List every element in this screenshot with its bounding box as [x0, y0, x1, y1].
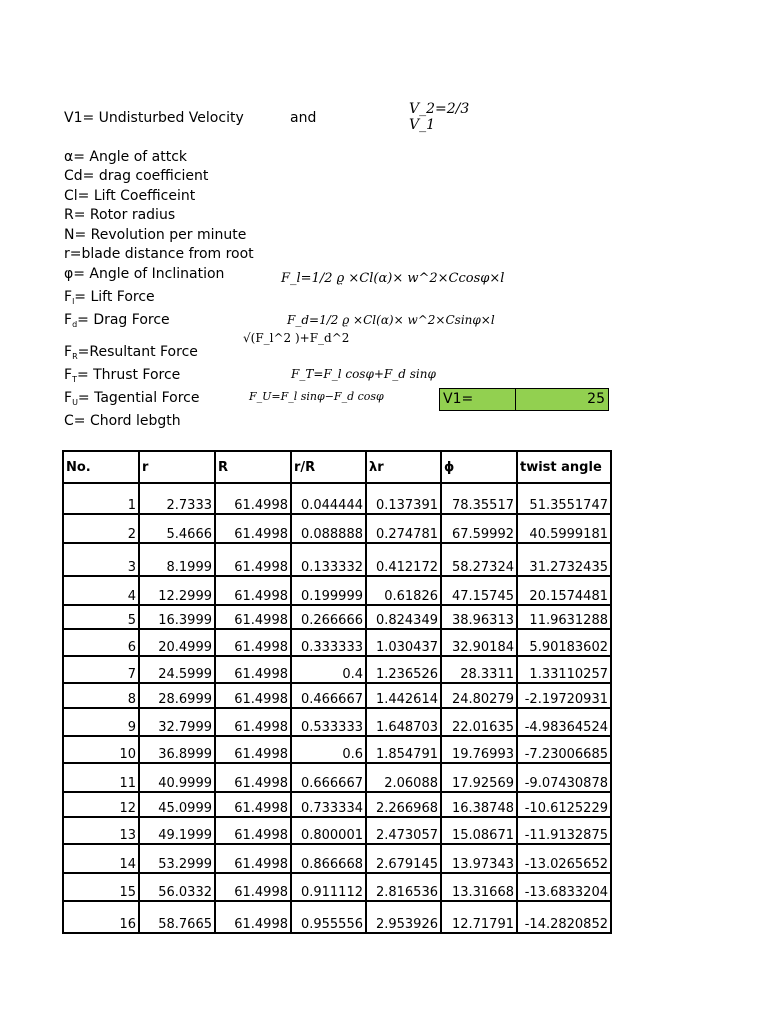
def-tangential-force: $F_U=$ Tagential Force [64, 390, 200, 407]
def-rpm: N= Revolution per minute [64, 227, 247, 243]
table-cell: -7.23006685 [517, 736, 611, 763]
table-cell: 0.088888 [291, 514, 366, 543]
def-chord-length: C= Chord lebgth [64, 413, 181, 429]
table-cell: 61.4998 [215, 792, 291, 817]
table-row [63, 873, 611, 901]
table-cell: 61.4998 [215, 543, 291, 576]
table-cell: 32.7999 [139, 708, 215, 736]
table-cell: 36.8999 [139, 736, 215, 763]
table-cell: -4.98364524 [517, 708, 611, 736]
table-cell: 0.6 [291, 736, 366, 763]
table-cell: 0.4 [291, 656, 366, 683]
table-cell: 6 [63, 629, 139, 656]
table-cell: 1.854791 [366, 736, 441, 763]
table-cell: 61.4998 [215, 605, 291, 629]
table-cell: 49.1999 [139, 817, 215, 844]
table-cell: 45.0999 [139, 792, 215, 817]
col-header-twist-angle: twist angle [517, 451, 611, 483]
table-row [63, 656, 611, 683]
table-cell: 61.4998 [215, 629, 291, 656]
table-cell: 24.5999 [139, 656, 215, 683]
table-cell: 12 [63, 792, 139, 817]
table-cell: 0.824349 [366, 605, 441, 629]
v1-label-cell: V1= [440, 389, 516, 410]
table-cell: 56.0332 [139, 873, 215, 901]
table-cell: 61.4998 [215, 763, 291, 792]
resultant-force-equation: √(F_l^2 )+F_d^2 [243, 331, 350, 345]
table-cell: 61.4998 [215, 683, 291, 708]
table-cell: 28.3311 [441, 656, 517, 683]
table-row [63, 901, 611, 933]
table-cell: 15.08671 [441, 817, 517, 844]
table-cell: 19.76993 [441, 736, 517, 763]
and-text: and [290, 110, 317, 126]
table-cell: 0.800001 [291, 817, 366, 844]
table-cell: 1.648703 [366, 708, 441, 736]
table-cell: 2.7333 [139, 483, 215, 514]
table-cell: 61.4998 [215, 817, 291, 844]
table-cell: 61.4998 [215, 708, 291, 736]
table-cell: 0.333333 [291, 629, 366, 656]
table-cell: 14 [63, 844, 139, 873]
table-cell: 0.274781 [366, 514, 441, 543]
table-row [63, 629, 611, 656]
table-cell: -13.6833204 [517, 873, 611, 901]
table-cell: 61.4998 [215, 656, 291, 683]
table-cell: 2.06088 [366, 763, 441, 792]
def-blade-distance: r=blade distance from root [64, 246, 254, 262]
results-table [62, 450, 612, 934]
table-cell: -10.6125229 [517, 792, 611, 817]
table-cell: 1.33110257 [517, 656, 611, 683]
table-cell: 2 [63, 514, 139, 543]
table-cell: 12.2999 [139, 576, 215, 605]
v1-value-cell: 25 [516, 389, 608, 410]
table-cell: 1.442614 [366, 683, 441, 708]
table-cell: -2.19720931 [517, 683, 611, 708]
def-lift-force: $F_l=$ Lift Force [64, 289, 155, 306]
table-row [63, 543, 611, 576]
table-cell: 1 [63, 483, 139, 514]
table-row [63, 576, 611, 605]
def-rotor-radius: R= Rotor radius [64, 207, 176, 223]
table-row [63, 483, 611, 514]
table-cell: 13.97343 [441, 844, 517, 873]
table-cell: 5.4666 [139, 514, 215, 543]
table-cell: 40.9999 [139, 763, 215, 792]
table-cell: 61.4998 [215, 901, 291, 933]
table-cell: 0.466667 [291, 683, 366, 708]
table-header-row [63, 451, 611, 483]
table-cell: 2.816536 [366, 873, 441, 901]
table-cell: 0.911112 [291, 873, 366, 901]
table-cell: 11 [63, 763, 139, 792]
def-cl: Cl= Lift Coefficeint [64, 188, 196, 204]
table-cell: 20.1574481 [517, 576, 611, 605]
table-cell: 0.955556 [291, 901, 366, 933]
table-cell: 0.666667 [291, 763, 366, 792]
table-cell: 0.266666 [291, 605, 366, 629]
velocity-ratio [409, 101, 469, 133]
velocity-ratio-denominator: V_1 [409, 117, 436, 133]
table-cell: -14.2820852 [517, 901, 611, 933]
def-alpha: α= Angle of attck [64, 149, 188, 165]
table-cell: 16.3999 [139, 605, 215, 629]
table-row [63, 683, 611, 708]
table-cell: 16.38748 [441, 792, 517, 817]
table-row [63, 605, 611, 629]
table-cell: 13.31668 [441, 873, 517, 901]
table-cell: 7 [63, 656, 139, 683]
table-cell: 8 [63, 683, 139, 708]
table-cell: 2.679145 [366, 844, 441, 873]
table-cell: 0.044444 [291, 483, 366, 514]
table-row [63, 736, 611, 763]
table-cell: 0.61826 [366, 576, 441, 605]
v1-definition: V1= Undisturbed Velocity [64, 110, 244, 126]
table-cell: 51.3551747 [517, 483, 611, 514]
table-cell: 61.4998 [215, 483, 291, 514]
table-cell: 0.866668 [291, 844, 366, 873]
table-row [63, 763, 611, 792]
table-cell: 61.4998 [215, 576, 291, 605]
tangential-force-equation: F_U=F_l sinφ−F_d cosφ [249, 390, 384, 403]
table-cell: -9.07430878 [517, 763, 611, 792]
def-phi: φ= Angle of Inclination [64, 266, 225, 282]
table-cell: 13 [63, 817, 139, 844]
table-cell: 61.4998 [215, 736, 291, 763]
table-cell: 20.4999 [139, 629, 215, 656]
table-cell: 9 [63, 708, 139, 736]
def-thrust-force: $F_T=$ Thrust Force [64, 367, 181, 384]
table-cell: -13.0265652 [517, 844, 611, 873]
table-row [63, 514, 611, 543]
col-header-r-over-R: r/R [291, 451, 366, 483]
table-cell: 3 [63, 543, 139, 576]
table-cell: 31.2732435 [517, 543, 611, 576]
col-header-lambda-r: λr [366, 451, 441, 483]
table-row [63, 792, 611, 817]
table-cell: 5.90183602 [517, 629, 611, 656]
table-cell: 0.533333 [291, 708, 366, 736]
table-cell: 8.1999 [139, 543, 215, 576]
col-header-r: r [139, 451, 215, 483]
def-cd: Cd= drag coefficient [64, 168, 209, 184]
table-row [63, 708, 611, 736]
table-cell: 61.4998 [215, 514, 291, 543]
table-cell: 0.412172 [366, 543, 441, 576]
table-cell: 5 [63, 605, 139, 629]
table-cell: 17.92569 [441, 763, 517, 792]
table-cell: 0.133332 [291, 543, 366, 576]
v1-cell-pair [439, 388, 609, 411]
table-cell: 2.953926 [366, 901, 441, 933]
col-header-no: No. [63, 451, 139, 483]
table-cell: 10 [63, 736, 139, 763]
table-cell: 16 [63, 901, 139, 933]
table-cell: 0.199999 [291, 576, 366, 605]
table-cell: 0.137391 [366, 483, 441, 514]
table-cell: 2.473057 [366, 817, 441, 844]
col-header-R: R [215, 451, 291, 483]
table-cell: 32.90184 [441, 629, 517, 656]
thrust-force-equation: F_T=F_l cosφ+F_d sinφ [291, 367, 436, 381]
table-cell: 61.4998 [215, 873, 291, 901]
table-cell: 67.59992 [441, 514, 517, 543]
def-drag-force: $F_d=$ Drag Force [64, 312, 170, 329]
table-cell: 40.5999181 [517, 514, 611, 543]
velocity-ratio-numerator: V_2=2/3 [409, 101, 470, 117]
lift-force-equation: F_l=1/2 ϱ ×Cl(α)× w^2×Ccosφ×l [281, 271, 505, 286]
table-cell: 0.733334 [291, 792, 366, 817]
table-cell: 61.4998 [215, 844, 291, 873]
table-row [63, 817, 611, 844]
col-header-phi: ϕ [441, 451, 517, 483]
table-cell: 1.236526 [366, 656, 441, 683]
table-cell: 1.030437 [366, 629, 441, 656]
def-resultant-force: $F_R=Resultant$ Force [64, 344, 198, 361]
table-cell: 28.6999 [139, 683, 215, 708]
table-cell: 2.266968 [366, 792, 441, 817]
table-cell: 53.2999 [139, 844, 215, 873]
table-cell: 15 [63, 873, 139, 901]
table-row [63, 844, 611, 873]
table-cell: 78.35517 [441, 483, 517, 514]
table-cell: 58.27324 [441, 543, 517, 576]
table-cell: 4 [63, 576, 139, 605]
table-cell: 24.80279 [441, 683, 517, 708]
drag-force-equation: F_d=1/2 ϱ ×Cl(α)× w^2×Csinφ×l [287, 313, 495, 327]
table-cell: 47.15745 [441, 576, 517, 605]
table-cell: 12.71791 [441, 901, 517, 933]
table-cell: 11.9631288 [517, 605, 611, 629]
table-cell: 58.7665 [139, 901, 215, 933]
table-cell: -11.9132875 [517, 817, 611, 844]
table-cell: 38.96313 [441, 605, 517, 629]
table-cell: 22.01635 [441, 708, 517, 736]
